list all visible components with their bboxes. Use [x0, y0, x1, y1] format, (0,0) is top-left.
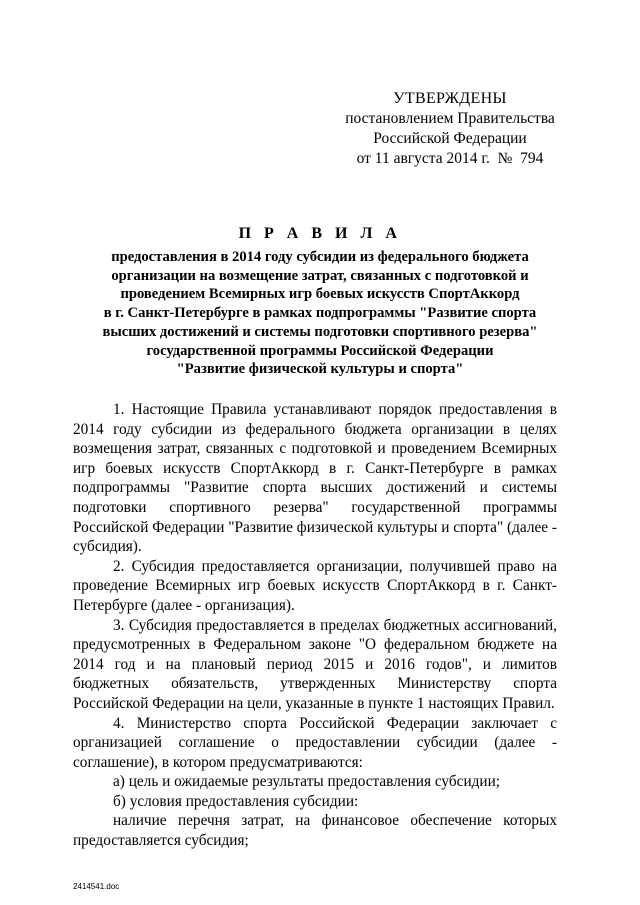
paragraph-2: 2. Субсидия предоставляется организации, получившей право на проведение Всемирных игр боевых искусств СпортАккорд в г. Санкт-Петербурге (далее - организация). — [73, 557, 557, 614]
paragraph-4b: б) условия предоставления субсидии: — [113, 792, 359, 810]
subtitle-line: "Развитие физической культуры и спорта" — [176, 361, 464, 378]
subtitle-line: проведением Всемирных игр боевых искусств СпортАккорд — [120, 286, 520, 303]
approval-line: Российской Федерации — [373, 130, 527, 147]
paragraph-4: 4. Министерство спорта Российской Федерации заключает с организацией соглашение о предоставлении субсидии (далее - соглашение), в котором предусматриваются: — [73, 714, 557, 771]
approval-line: постановлением Правительства — [345, 110, 555, 127]
approval-title: УТВЕРЖДЕНЫ — [393, 90, 507, 107]
document-subtitle — [70, 248, 570, 379]
paragraph-4a: а) цель и ожидаемые результаты предоставления субсидии; — [113, 773, 501, 791]
approval-stamp — [340, 89, 560, 169]
subtitle-line: предоставления в 2014 году субсидии из федерального бюджета — [111, 249, 529, 265]
subtitle-line: организации на возмещение затрат, связанных с подготовкой и — [111, 267, 529, 284]
paragraph-4b-item: наличие перечня затрат, на финансовое обеспечение которых предоставляется субсидия; — [73, 812, 557, 850]
subtitle-line: государственной программы Российской Федерации — [146, 342, 494, 359]
paragraph-1: 1. Настоящие Правила устанавливают порядок предоставления в 2014 году субсидии из федерального бюджета организации в целях возмещения затрат, связанных с подготовкой и проведением Всемирных игр боевых искусств СпортАккорд в г. Санкт-Петербурге в рамках подпрограммы "Развитие спорта высших достижений и системы подготовки спортивного резерва" государственной программы Российской Федерации "Развитие физической культуры и спорта" (далее - субсидия). — [73, 401, 557, 556]
footer-file-name: 2414541.doc — [73, 882, 120, 891]
approval-date-number: от 11 августа 2014 г. № 794 — [356, 150, 544, 167]
subtitle-line: в г. Санкт-Петербурге в рамках подпрограммы "Развитие спорта — [103, 305, 537, 322]
paragraph-3: 3. Субсидия предоставляется в пределах бюджетных ассигнований, предусмотренных в Федеральном законе "О федеральном бюджете на 2014 год и на плановый период 2015 и 2016 годов", и лимитов бюджетных обязательств, утвержденных Министерству спорта Российской Федерации на цели, указанные в пункте 1 настоящих Правил. — [73, 616, 557, 712]
document-title: П Р А В И Л А — [238, 225, 402, 242]
subtitle-line: высших достижений и системы подготовки спортивного резерва" — [102, 323, 538, 340]
document-body — [73, 400, 557, 851]
